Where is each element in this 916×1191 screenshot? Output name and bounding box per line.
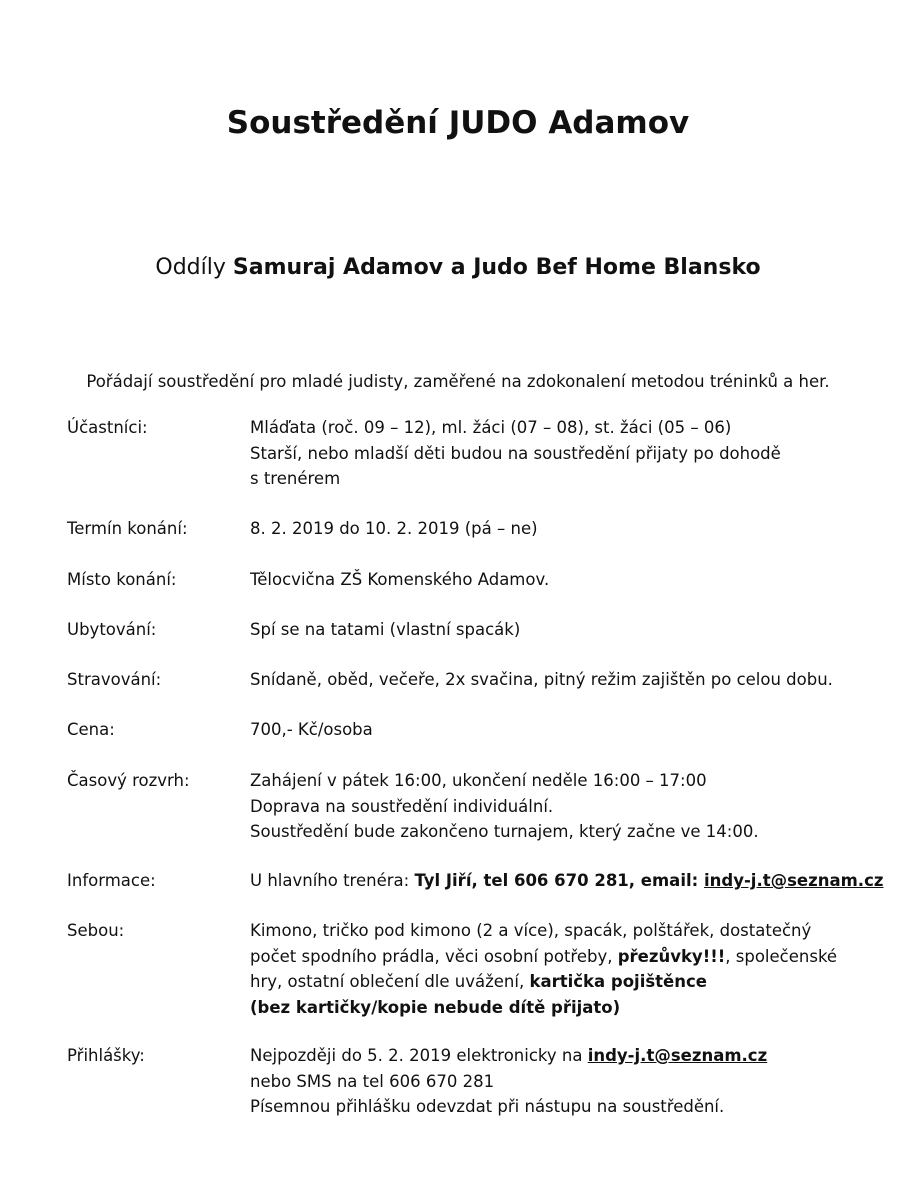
value-line: Kimono, tričko pod kimono (2 a více), spacák, polštářek, dostatečný	[250, 921, 812, 940]
prihlasky-line1-prefix: Nejpozději do 5. 2. 2019 elektronicky na	[250, 1046, 588, 1065]
value-line: Písemnou přihlášku odevzdat při nástupu na soustředění.	[250, 1097, 725, 1116]
value-line: s trenérem	[250, 469, 341, 488]
row-label: Cena:	[67, 720, 115, 739]
value-line: Mláďata (roč. 09 – 12), ml. žáci (07 – 08), st. žáci (05 – 06)	[250, 418, 732, 437]
value-line	[250, 969, 890, 995]
row-value	[250, 567, 890, 593]
value-line: nebo SMS na tel 606 670 281	[250, 1071, 495, 1091]
value-line: Starší, nebo mladší děti budou na soustředění přijaty po dohodě	[250, 443, 781, 463]
row-label: Ubytování:	[67, 620, 157, 639]
sebou-slippers: přezůvky!!!	[617, 946, 726, 966]
row-label: Přihlášky:	[67, 1046, 145, 1065]
value-line	[250, 1043, 890, 1069]
value-line: (bez kartičky/kopie nebude dítě přijato)	[250, 997, 621, 1017]
intro-text: Pořádají soustředění pro mladé judisty, zaměřené na zdokonalení metodou tréninků a her.	[86, 372, 830, 391]
row-value	[250, 415, 890, 492]
row-label: Termín konání:	[67, 519, 188, 538]
row-label: Časový rozvrh:	[67, 771, 190, 790]
row-value	[250, 717, 890, 743]
value-line: Tělocvična ZŠ Komenského Adamov.	[250, 570, 550, 589]
sebou-line2-suffix: , společenské	[725, 946, 838, 966]
value-line: Spí se na tatami (vlastní spacák)	[250, 620, 521, 639]
row-value	[250, 617, 890, 643]
row-value	[250, 868, 890, 894]
value-line: 700,- Kč/osoba	[250, 720, 373, 739]
value-line	[250, 944, 890, 970]
row-value	[250, 1043, 890, 1120]
sebou-insurance-card: kartička pojištěnce	[529, 972, 707, 991]
value-line: Doprava na soustředění individuální.	[250, 796, 554, 816]
page-subtitle	[0, 252, 916, 284]
informace-prefix: U hlavního trenéra:	[250, 871, 415, 890]
row-label: Místo konání:	[67, 570, 177, 589]
row-value	[250, 768, 890, 845]
sebou-line3-prefix: hry, ostatní oblečení dle uvážení,	[250, 972, 530, 991]
value-line: Zahájení v pátek 16:00, ukončení neděle 16:00 – 17:00	[250, 771, 707, 790]
row-label: Sebou:	[67, 921, 125, 940]
value-line: Soustředění bude zakončeno turnajem, který začne ve 14:00.	[250, 822, 759, 841]
value-line: 8. 2. 2019 do 10. 2. 2019 (pá – ne)	[250, 519, 538, 538]
page-title: Soustředění JUDO Adamov	[226, 105, 690, 141]
value-line: Snídaně, oběd, večeře, 2x svačina, pitný režim zajištěn po celou dobu.	[250, 670, 833, 689]
row-label: Informace:	[67, 871, 156, 890]
email-link[interactable]: indy-j.t@seznam.cz	[703, 871, 884, 890]
subtitle-prefix: Oddíly	[155, 255, 233, 280]
row-label: Účastníci:	[67, 418, 148, 437]
email-link[interactable]: indy-j.t@seznam.cz	[587, 1046, 768, 1065]
row-value	[250, 918, 890, 1020]
row-label: Stravování:	[67, 670, 162, 689]
row-value	[250, 667, 890, 693]
sebou-line2-prefix: počet spodního prádla, věci osobní potřeby,	[250, 946, 618, 966]
informace-contact: Tyl Jiří, tel 606 670 281, email:	[414, 871, 704, 890]
subtitle-clubs: Samuraj Adamov a Judo Bef Home Blansko	[232, 255, 761, 280]
row-value	[250, 516, 890, 542]
value-line	[250, 868, 890, 894]
